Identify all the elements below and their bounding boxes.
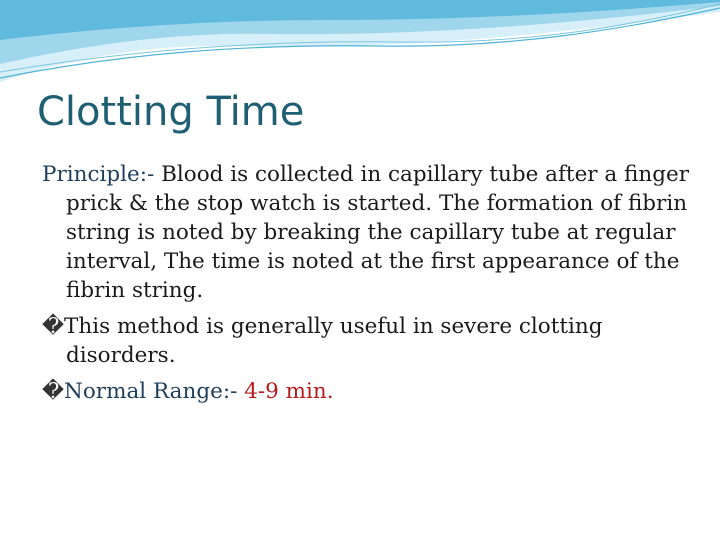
bullet-method [42, 312, 692, 370]
normal-range-value: 4-9 min. [244, 379, 334, 404]
principle-paragraph [42, 160, 692, 305]
bullet-method-text: This method is generally useful in severe clotting disorders. [64, 314, 603, 368]
bullet-marker-icon: � [42, 379, 65, 404]
header-wave-decoration [0, 0, 720, 90]
principle-label: Principle:- [42, 162, 162, 187]
bullet-normal-range [42, 377, 692, 406]
slide-title: Clotting Time [37, 89, 305, 135]
normal-range-label: Normal Range:- [64, 379, 245, 404]
principle-text: Blood is collected in capillary tube after a finger prick & the stop watch is started. The formation of fibrin string is noted by breaking the capillary tube at regular interval, The time is noted at the first appearance of the fibrin string. [66, 162, 690, 303]
slide-body [42, 160, 692, 413]
bullet-marker-icon: � [42, 314, 65, 339]
